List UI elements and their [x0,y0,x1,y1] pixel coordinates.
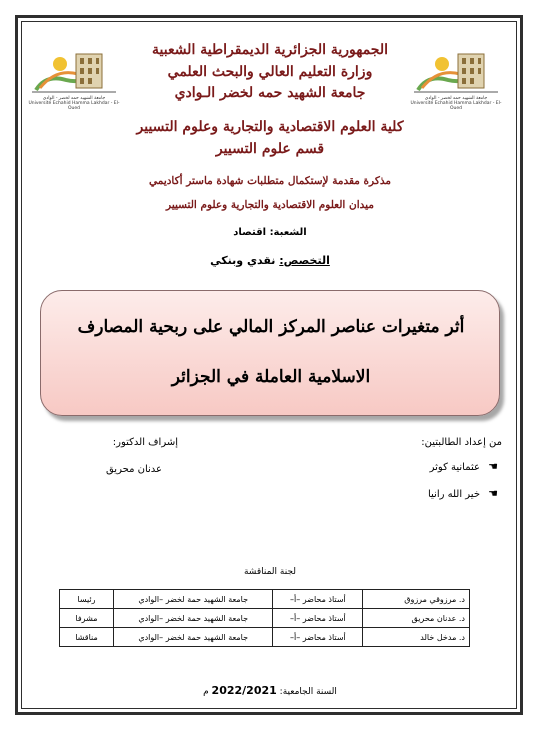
table-row [60,628,470,647]
branch-value: اقتصاد [233,227,267,238]
student-name-1: عثمانية كوثر [429,462,480,473]
member-name: د. عدنان محريق [363,609,470,628]
ministry-heading: وزارة التعليم العالي والبحث العلمي [167,64,373,80]
memo-purpose: مذكرة مقدمة لإستكمال متطلبات شهادة ماستر أكاديمي [149,175,391,187]
committee-table [59,589,470,647]
memo-field: ميدان العلوم الاقتصادية والتجارية وعلوم التسيير [166,199,374,211]
republic-heading: الجمهورية الجزائرية الديمقراطية الشعبية [151,42,388,58]
member-rank: أستاذ محاضر –أ– [273,609,363,628]
specialty-value: نقدي وبنكي [210,254,276,267]
member-university: جامعة الشهيد حمة لخضر –الوادي [113,590,273,609]
memo-branch [0,227,540,238]
member-name: د. مدخل خالد [363,628,470,647]
member-university: جامعة الشهيد حمة لخضر –الوادي [113,628,273,647]
department-heading: قسم علوم التسيير [215,141,325,157]
member-university: جامعة الشهيد حمة لخضر –الوادي [113,609,273,628]
academic-year-value: 2022/2021 [211,684,277,697]
thesis-title-box [40,290,500,416]
specialty-label: التخصص: [279,254,330,267]
thesis-title-line-1: أثر متغيرات عناصر المركز المالي على ربحية المصارف [77,317,465,337]
student-name-2: خير الله رانيا [427,489,480,500]
logo-caption-en: Université Echahid Hamma Lakhdar - El-Oued [410,101,502,111]
logo-caption-ar: جامعة الشهيد حمه لخضر - الوادي [424,96,488,101]
member-rank: أستاذ محاضر –أ– [273,628,363,647]
prepared-by-label: من إعداد الطالبتين: [421,437,502,448]
faculty-heading: كلية العلوم الاقتصادية والتجارية وعلوم التسيير [136,119,404,135]
pointing-hand-icon: ☚ [488,460,498,473]
academic-year-label: السنة الجامعية: [279,687,337,697]
supervisor-name: عدنان محريق [105,464,162,475]
logo-caption-en: Université Echahid Hamma Lakhdar - El-Oued [28,101,120,111]
member-role: مشرفا [60,609,114,628]
branch-label: الشعبة: [269,227,307,238]
university-heading: جامعة الشهيد حمه لخضر الـوادي [174,85,366,101]
memo-specialty [0,254,540,267]
member-rank: أستاذ محاضر –أ– [273,590,363,609]
logo-caption-ar: جامعة الشهيد حمه لخضر - الوادي [42,96,106,101]
academic-year [0,684,540,697]
academic-year-suffix: م [203,687,209,697]
supervision-label: إشراف الدكتور: [112,437,178,448]
committee-title: لجنة المناقشة [243,567,296,577]
member-role: رئيسا [60,590,114,609]
table-row [60,609,470,628]
pointing-hand-icon: ☚ [488,487,498,500]
member-name: د. مرزوقي مرزوق [363,590,470,609]
table-row [60,590,470,609]
thesis-title-line-2: الاسلامية العاملة في الجزائر [171,367,371,387]
member-role: مناقشا [60,628,114,647]
